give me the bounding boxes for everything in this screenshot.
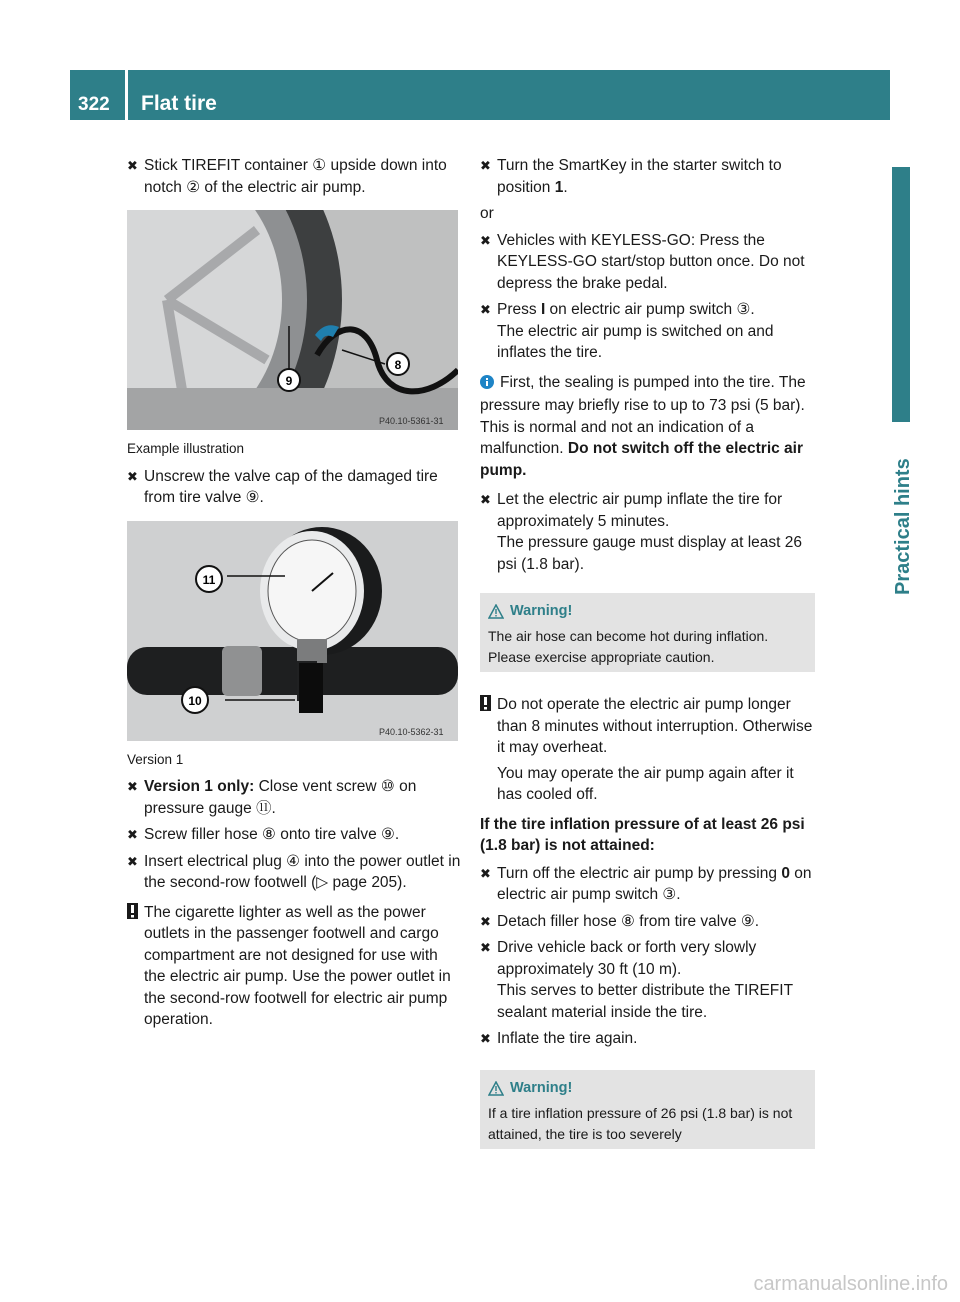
caution-text: Do not operate the electric air pump longer than 8 minutes without interruption. Otherwise it may overheat. (497, 696, 813, 756)
warning-heading (488, 1078, 807, 1099)
callout-8: 8 (394, 358, 402, 372)
step-item (480, 299, 815, 364)
figure-caption: Example illustration (127, 441, 245, 456)
warning-heading (488, 601, 807, 622)
switch-key: I (540, 301, 546, 318)
step-arrow-icon: ✖ (480, 940, 491, 955)
callout-10: 10 (188, 693, 202, 708)
step-text: Vehicles with KEYLESS-GO: Press the KEYLESS-GO start/stop button once. Do not depress the brake pedal. (497, 231, 805, 292)
page-header (70, 70, 890, 120)
step-text: Screw filler hose ⑧ onto tire valve ⑨. (144, 826, 400, 843)
step-text: Unscrew the valve cap of the damaged tire from tire valve ⑨. (144, 467, 438, 506)
info-text: First, the sealing is pumped into the tire. The pressure may briefly rise to up to 73 psi (5 bar). This is normal and not an indication of a malfunction. (480, 373, 806, 457)
step-text: Let the electric air pump inflate the tire for approximately 5 minutes. (497, 491, 783, 530)
info-bold-text: Do not switch off the electric air pump. (480, 440, 804, 479)
step-text: Inflate the tire again. (497, 1030, 638, 1047)
warning-text: The air hose can become hot during inflation. Please exercise appropriate caution. (488, 628, 769, 665)
callout-11: 11 (202, 572, 216, 587)
step-bold-text: Version 1 only: (144, 778, 255, 795)
step-item (127, 824, 462, 846)
step-arrow-icon: ✖ (480, 158, 491, 173)
step-arrow-icon: ✖ (127, 853, 138, 869)
figure-caption: Version 1 (127, 751, 184, 767)
step-text: Turn off the electric air pump by pressing (497, 864, 782, 882)
figure-code: P40.10-5362-31 (379, 726, 444, 737)
step-text: Stick TIREFIT container ① upside down into notch ② of the electric air pump. (144, 157, 447, 196)
step-text: on electric air pump switch ③. (497, 864, 812, 903)
section-label (892, 435, 914, 595)
step-item (480, 1028, 815, 1050)
step-text: Press (497, 301, 541, 318)
figure-code: P40.10-5361-31 (379, 416, 444, 426)
step-arrow-icon: ✖ (480, 492, 491, 507)
or-text: or (480, 205, 494, 222)
watermark: carmanualsonline.info (753, 1273, 948, 1295)
switch-key: 0 (781, 864, 790, 882)
step-arrow-icon: ✖ (127, 779, 138, 794)
right-column (480, 155, 815, 1163)
step-item (480, 489, 815, 575)
step-item (480, 911, 815, 933)
page-number: 322 (78, 94, 110, 115)
warning-text: If a tire inflation pressure of 26 psi (1.8 bar) is not attained, the tire is too severely (488, 1104, 793, 1142)
step-item (127, 776, 462, 819)
step-text: Insert electrical plug ④ into the power outlet in the second-row footwell (▷ page 205). (144, 852, 461, 891)
step-arrow-icon: ✖ (480, 302, 491, 317)
exclamation-icon (127, 903, 138, 926)
step-arrow-icon: ✖ (480, 232, 491, 248)
caution-text-2: You may operate the air pump again after it has cooled off. (497, 764, 794, 803)
position-value: 1 (554, 178, 564, 196)
warning-triangle-icon (488, 1081, 504, 1096)
header-separator (125, 70, 128, 120)
subheading: If the tire inflation pressure of at least 26 psi (1.8 bar) is not attained: (480, 815, 805, 854)
step-arrow-icon: ✖ (127, 158, 138, 173)
section-tab (892, 167, 910, 422)
step-text: Turn the SmartKey in the starter switch to position (497, 157, 782, 196)
tire-valve-illustration (127, 210, 458, 430)
step-arrow-icon: ✖ (480, 913, 491, 929)
exclamation-icon (480, 695, 491, 718)
step-text: Close vent screw ⑩ on pressure gauge ⑪. (144, 778, 417, 817)
section-label-text: Practical hints (892, 458, 914, 595)
warning-title: Warning! (510, 1079, 573, 1096)
step-text: on electric air pump switch ③. (545, 301, 755, 318)
caution-note (127, 902, 462, 1031)
page-title: Flat tire (141, 92, 217, 115)
warning-box (480, 1070, 815, 1149)
caution-text: The cigarette lighter as well as the power outlets in the passenger footwell and cargo compartment are not designed for use with the electric air pump. Use the power outlet in the second-row footwell for electric air pump operation. (144, 903, 451, 1028)
step-result: The electric air pump is switched on and inflates the tire. (497, 322, 774, 361)
step-item (127, 466, 462, 509)
step-arrow-icon: ✖ (480, 865, 491, 881)
left-column (127, 155, 462, 1039)
step-result: The pressure gauge must display at least 26 psi (1.8 bar). (497, 534, 803, 573)
step-item (127, 155, 462, 198)
step-arrow-icon: ✖ (127, 468, 138, 484)
step-result: This serves to better distribute the TIREFIT sealant material inside the tire. (497, 982, 793, 1021)
caution-note (480, 694, 815, 806)
info-icon (480, 374, 494, 396)
step-item (480, 937, 815, 1023)
step-item (480, 863, 815, 906)
warning-triangle-icon (488, 604, 504, 619)
warning-title: Warning! (510, 603, 573, 619)
step-text: Drive vehicle back or forth very slowly approximately 30 ft (10 m). (497, 939, 757, 978)
step-item: ✖ Turn the SmartKey in the starter switch to position 1. (480, 157, 782, 196)
callout-9: 9 (285, 374, 293, 388)
step-item (480, 230, 815, 295)
pressure-gauge-illustration (127, 521, 458, 741)
info-note (480, 372, 815, 482)
step-item (127, 851, 462, 894)
step-arrow-icon: ✖ (480, 1031, 491, 1046)
step-arrow-icon: ✖ (127, 827, 138, 842)
warning-box (480, 593, 815, 672)
step-text: Detach filler hose ⑧ from tire valve ⑨. (497, 912, 760, 930)
